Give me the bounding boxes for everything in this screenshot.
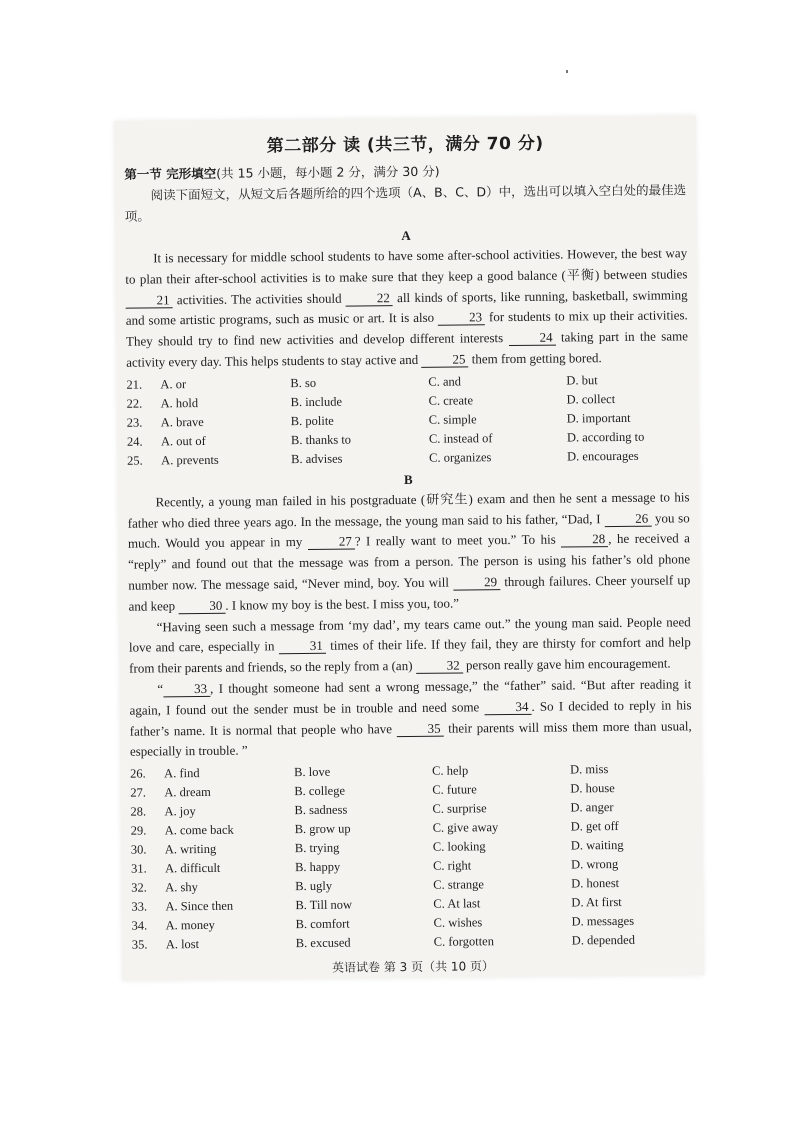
option-c: C. give away: [432, 820, 499, 835]
option-a: A. prevents: [161, 452, 219, 468]
blank-number: 34: [484, 700, 531, 715]
section-label: 第一节 完形填空: [124, 165, 217, 182]
question-number: 22.: [126, 396, 143, 411]
text-run: for students to mix up their activities. They should try to find new activities and develop different interests: [125, 307, 688, 349]
option-b: B. so: [290, 375, 317, 390]
option-b: B. grow up: [294, 821, 351, 837]
option-a: A. dream: [164, 785, 211, 800]
option-a: A. lost: [165, 937, 200, 952]
option-d: D. collect: [566, 391, 616, 407]
option-a: A. Since then: [165, 898, 234, 914]
passage-paragraph: [129, 612, 692, 680]
option-d: D. but: [566, 372, 598, 388]
passages-container: [125, 225, 694, 955]
option-c: C. create: [428, 393, 474, 408]
passage-letter: A: [401, 227, 411, 244]
blank-number: 26: [604, 511, 651, 526]
option-b: B. thanks to: [290, 432, 352, 447]
question-number: 25.: [127, 453, 143, 468]
blank-number: 23: [438, 311, 485, 326]
blank-number: 29: [453, 575, 500, 590]
blank-number: 35: [397, 721, 444, 736]
option-c: C. and: [428, 374, 462, 389]
text-run: “: [157, 681, 164, 697]
option-d: D. depended: [571, 932, 635, 948]
option-b: B. trying: [294, 840, 340, 856]
question-number: 29.: [130, 823, 147, 838]
question-number: 30.: [130, 842, 147, 857]
text-run: . I know my boy is the best. I miss you, too.”: [225, 595, 460, 613]
option-a: A. shy: [165, 880, 198, 895]
option-c: C. right: [432, 858, 472, 873]
question-number: 34.: [131, 918, 148, 933]
page-footer: 英语试卷 第 3 页（共 10 页）: [331, 959, 495, 975]
option-a: A. come back: [164, 822, 234, 838]
text-run: their parents will miss them more than usual, especially in trouble. ”: [129, 717, 692, 760]
option-a: A. hold: [160, 395, 199, 411]
option-a: A. or: [160, 376, 187, 392]
option-c: C. help: [432, 763, 469, 778]
blank-number: 27: [308, 535, 355, 550]
part-title: 第二部分 读 (共三节，满分 70 分): [266, 133, 544, 157]
instructions: 阅读下面短文，从短文后各题所给的四个选项（A、B、C、D）中，选出可以填入空白处的最佳选项。: [124, 182, 687, 224]
option-b: B. Till now: [295, 897, 353, 913]
passage-paragraph: [125, 243, 688, 373]
blank-number: 22: [346, 291, 393, 306]
question-number: 24.: [126, 434, 143, 449]
text-run: Recently, a young man failed in his postgraduate (研究生) exam and then he sent a message to his father who died three years ago. In the message, the young man said to his father, “Dad, I: [127, 489, 690, 531]
option-a: A. out of: [160, 433, 206, 449]
blank-number: 28: [561, 532, 608, 547]
text-run: It is necessary for middle school students to have some after-school activities. However, the best way to plan their after-school activities is to make sure that they keep a good balance (平衡) between studies: [125, 245, 688, 287]
text-run: you so much. Would you appear in my: [127, 509, 690, 552]
option-b: B. excused: [295, 935, 351, 951]
option-a: A. writing: [164, 841, 217, 857]
question-number: 28.: [130, 804, 147, 819]
text-run: them from getting bored.: [468, 350, 602, 367]
blank-number: 33: [163, 682, 210, 697]
option-b: B. include: [290, 394, 343, 409]
text-run: , I thought someone had sent a wrong message,” the “father” said. “But after reading it again, I found out the sender must be in trouble and need some: [129, 676, 692, 718]
option-c: C. forgotten: [433, 934, 495, 949]
option-d: D. get off: [570, 819, 619, 834]
option-b: B. comfort: [295, 916, 350, 932]
question-number: 23.: [126, 415, 143, 430]
question-number: 21.: [126, 377, 143, 392]
question-row: [127, 446, 689, 470]
text-run: taking part in the same activity every day. This helps students to stay active and: [126, 328, 689, 370]
blank-number: 25: [421, 352, 468, 367]
question-options: [130, 759, 694, 954]
text-run: times of their life. If they fail, they are thirsty for comfort and help from their parents and friends, so the reply from a (an): [129, 634, 691, 676]
dust-speck: [566, 70, 568, 73]
option-d: D. At first: [571, 895, 622, 910]
question-number: 31.: [130, 861, 147, 876]
passage-paragraph: [127, 487, 690, 617]
option-b: B. sadness: [294, 802, 348, 818]
exam-content: [124, 127, 694, 977]
option-b: B. love: [294, 764, 331, 780]
option-c: C. organizes: [429, 449, 492, 465]
option-c: C. At last: [433, 896, 481, 911]
question-options: [126, 370, 689, 470]
section-description: (共 15 小题，每小题 2 分，满分 30 分): [216, 163, 440, 181]
option-b: B. ugly: [295, 878, 333, 894]
text-run: , he received a “reply” and found out that the message was from a person. The person is using his father’s old phone number now. The message said, “Never mind, boy. You will: [128, 530, 691, 593]
option-a: A. brave: [160, 414, 204, 430]
question-number: 33.: [131, 899, 148, 914]
option-d: D. honest: [571, 876, 620, 891]
passage-text: [127, 487, 692, 763]
question-row: [132, 930, 694, 954]
option-c: C. looking: [432, 839, 486, 854]
blank-number: 30: [178, 599, 225, 614]
text-run: ? I really want to meet you.” To his: [354, 531, 562, 549]
passage-paragraph: [129, 674, 692, 763]
option-d: D. according to: [566, 429, 645, 445]
option-c: C. future: [432, 782, 477, 797]
option-b: B. advises: [291, 451, 343, 466]
option-c: C. strange: [433, 877, 484, 892]
blank-number: 32: [416, 659, 463, 674]
passage-text: [125, 243, 688, 373]
text-run: person really gave him encouragement.: [462, 655, 671, 673]
option-c: C. instead of: [428, 430, 493, 446]
text-run: . So I decided to reply in his father’s name. It is normal that people who have: [129, 697, 692, 739]
option-b: B. polite: [290, 413, 334, 428]
question-number: 26.: [130, 766, 146, 781]
option-a: A. money: [165, 918, 215, 933]
option-d: D. house: [570, 781, 615, 796]
text-run: activities. The activities should: [172, 290, 346, 307]
blank-number: 24: [508, 331, 555, 346]
option-c: C. simple: [428, 412, 477, 427]
question-number: 32.: [131, 880, 147, 895]
option-d: D. encourages: [567, 448, 639, 464]
option-d: D. miss: [570, 762, 609, 777]
text-run: all kinds of sports, like running, basketball, swimming and some artistic programs, such as music or art. It is also: [125, 286, 688, 329]
passage-letter: B: [403, 471, 413, 487]
question-number: 27.: [130, 785, 147, 800]
option-d: D. waiting: [570, 838, 624, 853]
option-d: D. important: [566, 410, 631, 426]
blank-number: 21: [126, 293, 173, 308]
blank-number: 31: [279, 639, 326, 654]
text-run: “Having seen such a message from ‘my dad’, my tears came out.” the young man said. People need love and care, especially in: [128, 613, 691, 656]
option-a: A. find: [164, 766, 200, 781]
option-a: A. difficult: [164, 860, 221, 876]
question-number: 35.: [131, 937, 148, 952]
option-a: A. joy: [164, 804, 196, 819]
option-c: C. wishes: [433, 915, 483, 930]
option-b: B. college: [294, 783, 346, 799]
option-c: C. surprise: [432, 801, 487, 816]
option-d: D. wrong: [570, 857, 619, 872]
option-d: D. anger: [570, 800, 614, 815]
option-b: B. happy: [294, 859, 341, 875]
text-run: through failures. Cheer yourself up and keep: [128, 572, 691, 614]
option-d: D. messages: [571, 913, 635, 929]
